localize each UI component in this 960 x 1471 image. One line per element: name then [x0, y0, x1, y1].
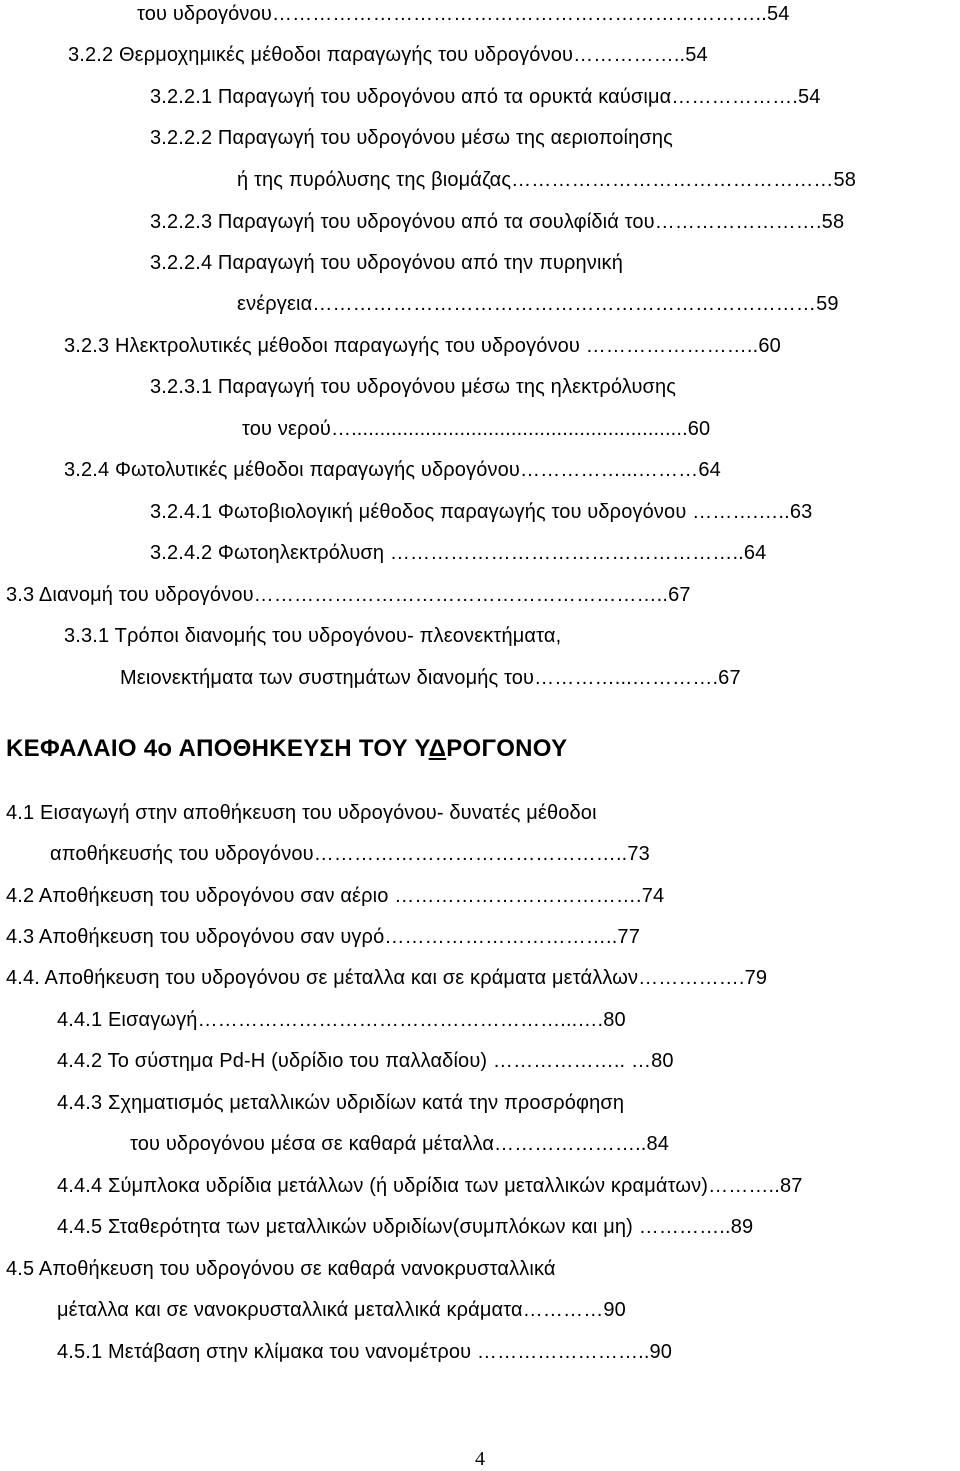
toc-entry: 4.5.1 Μετάβαση στην κλίμακα του νανομέτρου ……………………..90 — [57, 1341, 673, 1363]
toc-entry-continuation: ή της πυρόλυσης της βιομάζας…………………………………………58 — [237, 169, 857, 191]
toc-entry: 4.4.1 Εισαγωγή………………………………………………...….80 — [57, 1009, 626, 1031]
toc-entry-continuation: του νερού…...........................................................60 — [242, 418, 711, 440]
toc-entry: 4.5 Αποθήκευση του υδρογόνου σε καθαρά νανοκρυσταλλικά — [6, 1258, 556, 1280]
toc-entry: 4.2 Αποθήκευση του υδρογόνου σαν αέριο ……………………………….74 — [6, 885, 665, 907]
toc-entry: 4.4.4 Σύμπλοκα υδρίδια μετάλλων (ή υδρίδια των μεταλλικών κραμάτων)………..87 — [57, 1175, 803, 1197]
toc-entry-continuation: μέταλλα και σε νανοκρυσταλλικά μεταλλικά κράματα…………90 — [57, 1299, 626, 1321]
toc-entry: 3.2.2 Θερμοχημικές μέθοδοι παραγωγής του υδρογόνου……………..54 — [68, 44, 708, 66]
chapter-heading — [6, 735, 567, 763]
toc-entry: 3.2.3 Ηλεκτρολυτικές μέθοδοι παραγωγής του υδρογόνου ……………………..60 — [64, 335, 781, 357]
chapter-heading-text: ΚΕΦΑΛΑΙΟ 4ο ΑΠΟΘΗΚΕΥΣΗ ΤΟΥ Υ — [6, 735, 429, 762]
toc-entry: 4.1 Εισαγωγή στην αποθήκευση του υδρογόνου- δυνατές μέθοδοι — [6, 802, 597, 824]
toc-entry: 3.2.3.1 Παραγωγή του υδρογόνου μέσω της ηλεκτρόλυσης — [150, 376, 677, 398]
chapter-heading-text-end: ΡΟΓΟΝΟΥ — [446, 735, 568, 762]
toc-entry: 3.2.4.2 Φωτοηλεκτρόλυση ……………………………………………..64 — [150, 542, 767, 564]
toc-entry: 4.4.3 Σχηματισμός μεταλλικών υδριδίων κατά την προσρόφηση — [57, 1092, 625, 1114]
toc-entry-continuation: Μειονεκτήματα των συστημάτων διανομής του…………...………….67 — [120, 667, 741, 689]
toc-entry: 3.2.2.4 Παραγωγή του υδρογόνου από την πυρηνική — [150, 252, 623, 274]
toc-entry: 4.3 Αποθήκευση του υδρογόνου σαν υγρό……………………………..77 — [6, 926, 640, 948]
toc-entry: 3.3.1 Τρόποι διανομής του υδρογόνου- πλεονεκτήματα, — [64, 625, 562, 647]
toc-entry: 4.4.5 Σταθερότητα των μεταλλικών υδριδίων(συμπλόκων και μη) …………..89 — [57, 1216, 754, 1238]
toc-entry: του υδρογόνου………………………………………………………………..54 — [137, 3, 790, 25]
toc-entry: 3.2.2.3 Παραγωγή του υδρογόνου από τα σουλφίδιά του…………………….58 — [150, 211, 845, 233]
toc-entry: 3.2.2.1 Παραγωγή του υδρογόνου από τα ορυκτά καύσιμα……………….54 — [150, 86, 821, 108]
chapter-heading-underlined-letter: Δ — [428, 735, 447, 762]
toc-entry-continuation: αποθήκευσής του υδρογόνου………………………………………..73 — [50, 843, 650, 865]
toc-entry: 3.2.4 Φωτολυτικές μέθοδοι παραγωγής υδρογόνου……………...………64 — [64, 459, 721, 481]
toc-entry: 3.2.2.2 Παραγωγή του υδρογόνου μέσω της αεριοποίησης — [150, 127, 673, 149]
toc-entry: 3.3 Διανομή του υδρογόνου……………………………………………………..67 — [6, 584, 691, 606]
toc-entry: 4.4. Αποθήκευση του υδρογόνου σε μέταλλα και σε κράματα μετάλλων…………….79 — [6, 967, 768, 989]
toc-entry: 4.4.2 Το σύστημα Pd-H (υδρίδιο του παλλαδίου) ……………….. …80 — [57, 1050, 674, 1072]
toc-entry-continuation: ενέργεια…………………………………………………………………59 — [237, 293, 839, 315]
page-number: 4 — [475, 1448, 485, 1470]
toc-entry-continuation: του υδρογόνου μέσα σε καθαρά μέταλλα…………………..84 — [130, 1133, 670, 1155]
toc-entry: 3.2.4.1 Φωτοβιολογική μέθοδος παραγωγής του υδρογόνου ……….…..63 — [150, 501, 813, 523]
